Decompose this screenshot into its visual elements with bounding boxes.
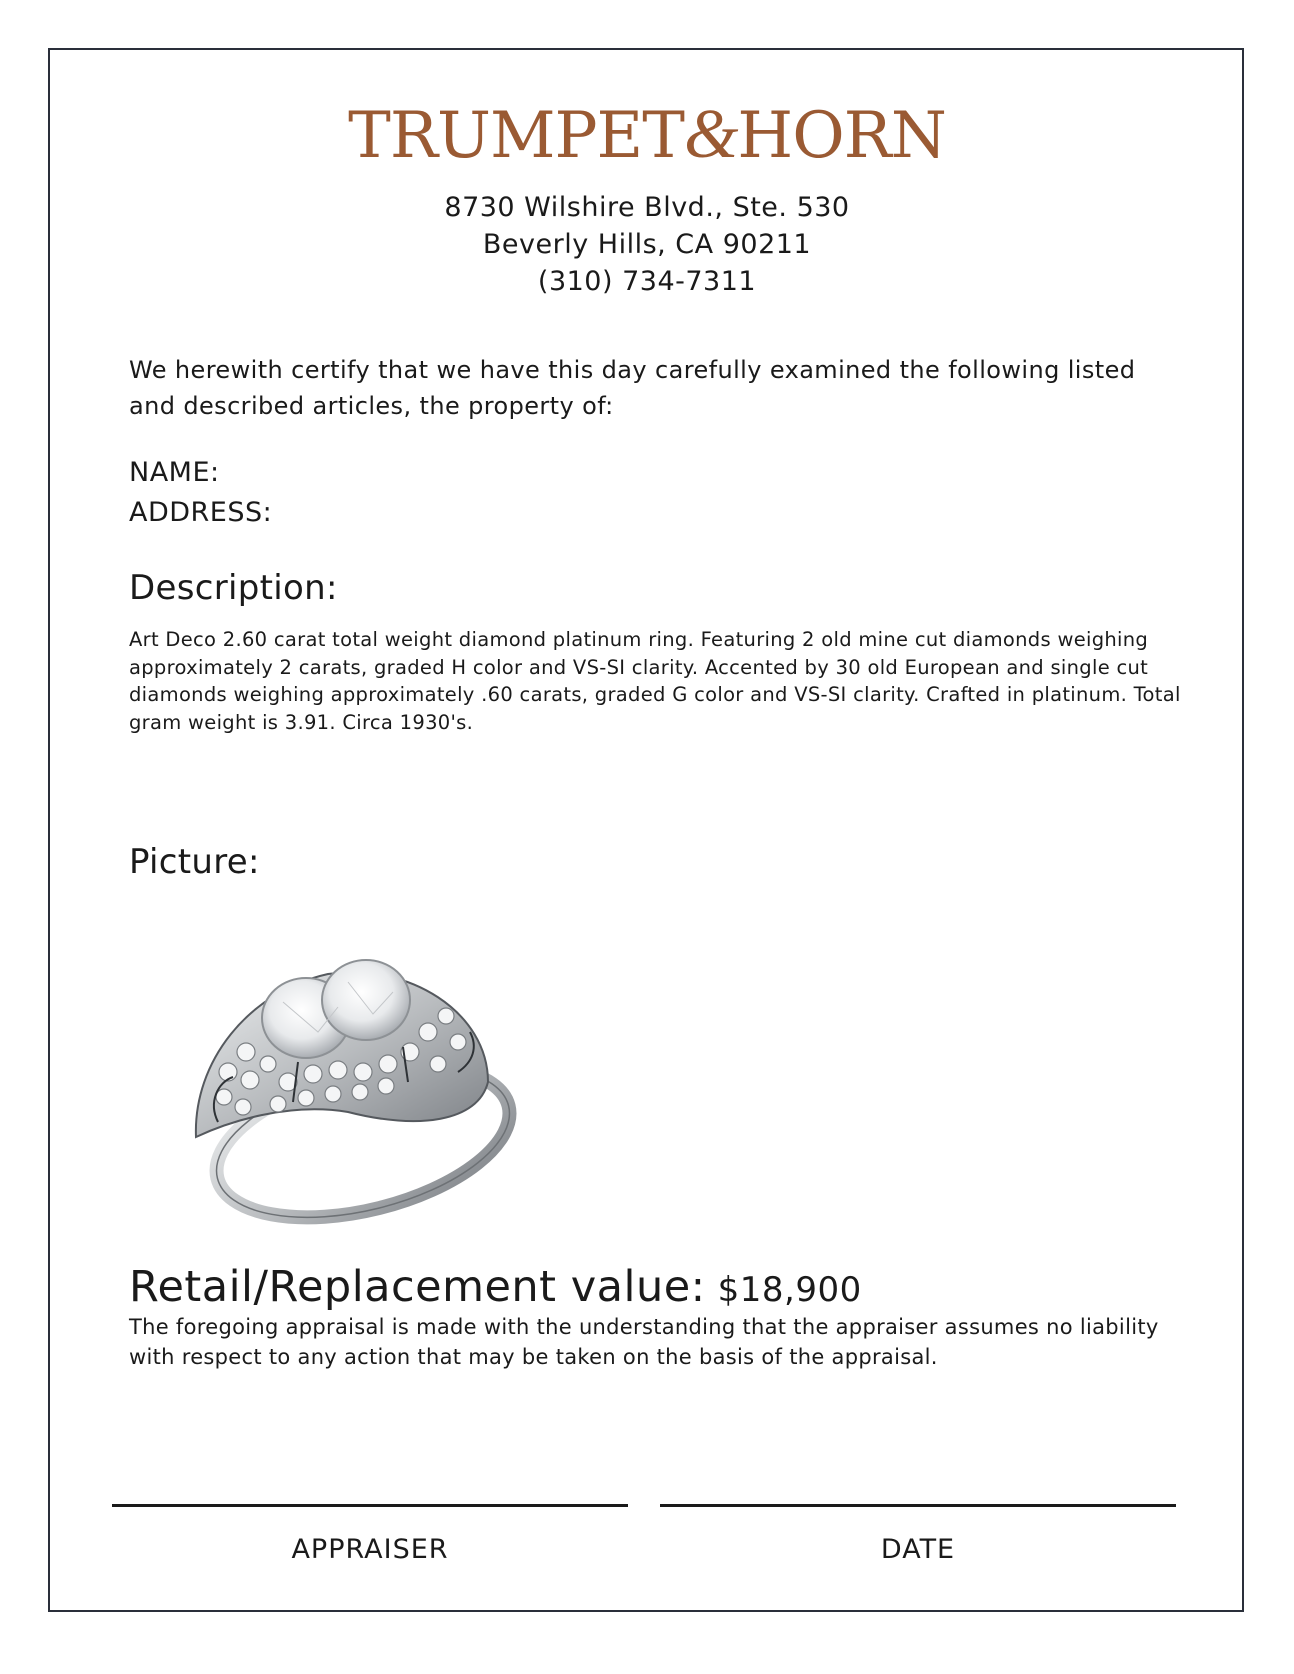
value-amount: $18,900 (717, 1270, 862, 1310)
appraiser-signature-line (112, 1504, 628, 1507)
valuation-row (129, 1262, 862, 1312)
description-text: Art Deco 2.60 carat total weight diamond platinum ring. Featuring 2 old mine cut diamonds weighing approximately 2 carats, graded H color and VS-SI clarity. Accented by 30 old European and single cut diamonds weighing approximately .60 carats, graded G color and VS-SI clarity. Crafted in platinum. Total gram weight is 3.91. Circa 1930's. (129, 628, 1181, 734)
appraiser-label: APPRAISER (291, 1534, 449, 1565)
certification-text: We herewith certify that we have this day carefully examined the following listed and described articles, the property of: (129, 356, 1136, 420)
brand-logo (0, 96, 1294, 173)
brand-name-tail: HORN (737, 99, 946, 173)
disclaimer-text: The foregoing appraisal is made with the understanding that the appraiser assumes no liability with respect to any action that may be taken on the basis of the appraisal. (129, 1315, 1159, 1369)
date-label: DATE (880, 1534, 956, 1565)
address-label: ADDRESS: (129, 497, 273, 528)
description-heading: Description: (129, 568, 338, 608)
ring-image (188, 952, 518, 1232)
phone-number: (310) 734-7311 (537, 266, 757, 297)
brand-name: TRUMPET (348, 99, 684, 173)
brand-ampersand: & (683, 96, 738, 173)
name-label: NAME: (129, 457, 220, 488)
address-line-1: 8730 Wilshire Blvd., Ste. 530 (444, 192, 850, 223)
center-diamond-right (322, 960, 410, 1040)
value-label: Retail/Replacement value: (129, 1262, 706, 1312)
date-signature-line (660, 1504, 1176, 1507)
address-line-2: Beverly Hills, CA 90211 (482, 229, 812, 260)
picture-heading: Picture: (129, 842, 260, 882)
